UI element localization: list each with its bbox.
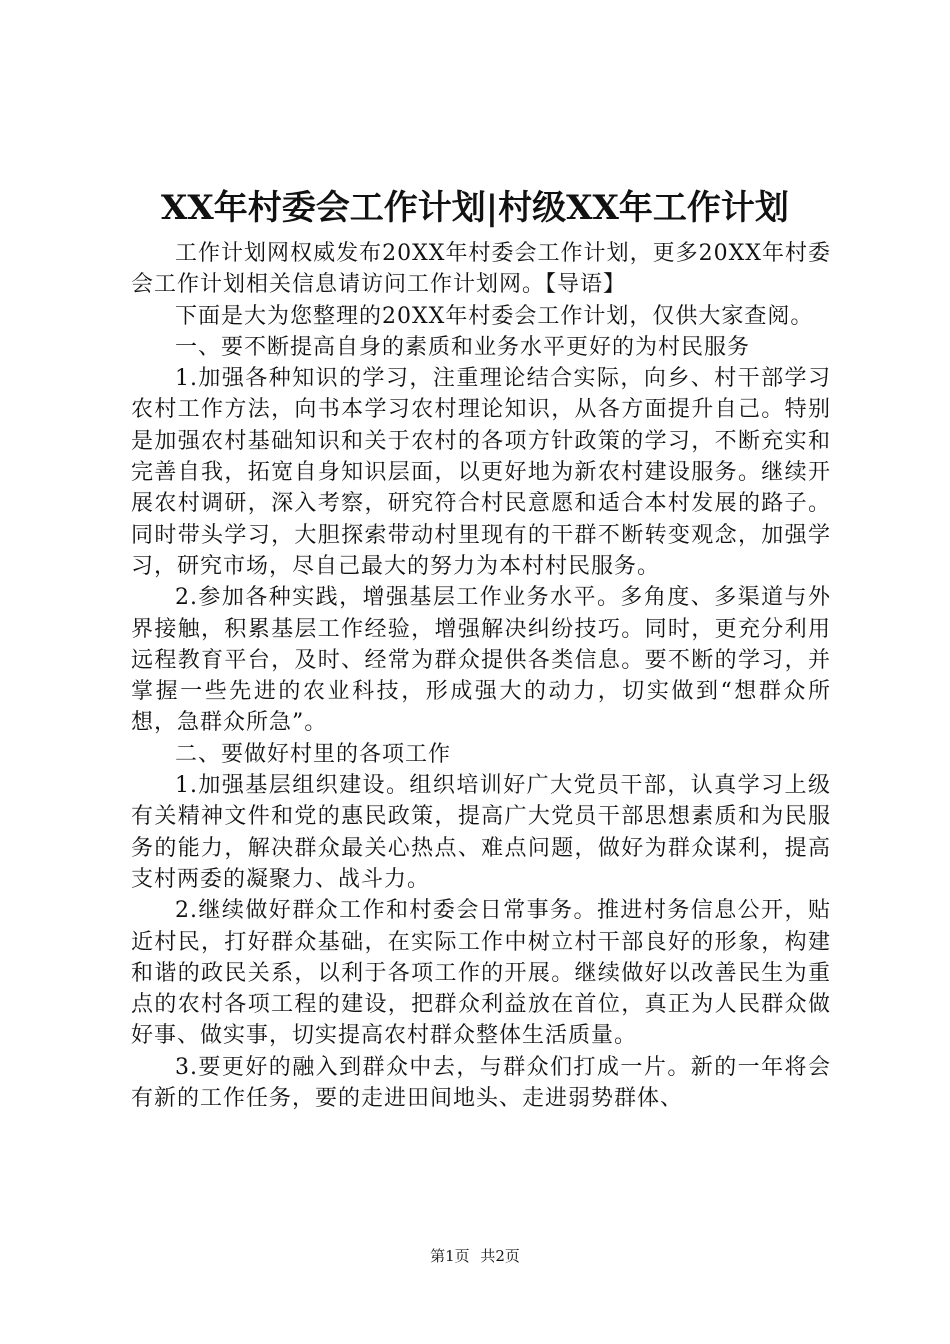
page-total: 共2页 [480, 1247, 520, 1265]
document-title: XX年村委会工作计划|村级XX年工作计划 [161, 188, 789, 228]
section-1-item-1: 1.加强各种知识的学习，注重理论结合实际，向乡、村干部学习农村工作方法，向书本学习农村理论知识，从各方面提升自己。特别是加强农村基础知识和关于农村的各项方针政策的学习，不断充实和完善自我，拓宽自身知识层面，以更好地为新农村建设服务。继续开展农村调研，深入考察，研究符合村民意愿和适合本村发展的路子。同时带头学习，大胆探索带动村里现有的干群不断转变观念，加强学习，研究市场，尽自己最大的努力为本村村民服务。 [131, 366, 831, 579]
page-footer [0, 1246, 950, 1266]
section-1-item-2: 2.参加各种实践，增强基层工作业务水平。多角度、多渠道与外界接触，积累基层工作经验，增强解决纠纷技巧。同时，更充分利用远程教育平台，及时、经常为群众提供各类信息。要不断的学习，并掌握一些先进的农业科技，形成强大的动力，切实做到“想群众所想，急群众所急”。 [131, 585, 831, 736]
section-2-item-2: 2.继续做好群众工作和村委会日常事务。推进村务信息公开，贴近村民，打好群众基础，在实际工作中树立村干部良好的形象，构建和谐的政民关系，以利于各项工作的开展。继续做好以改善民生为重点的农村各项工程的建设，把群众利益放在首位，真正为人民群众做好事、做实事，切实提高农村群众整体生活质量。 [131, 898, 831, 1049]
page-number: 第1页 [430, 1247, 470, 1265]
section-heading-2: 二、要做好村里的各项工作 [175, 741, 452, 767]
intro-paragraph: 工作计划网权威发布20XX年村委会工作计划，更多20XX年村委会工作计划相关信息请访问工作计划网。【导语】 [131, 241, 831, 298]
section-heading-1: 一、要不断提高自身的素质和业务水平更好的为村民服务 [175, 334, 751, 360]
lead-paragraph: 下面是大为您整理的20XX年村委会工作计划，仅供大家查阅。 [175, 303, 814, 329]
section-2-item-3: 3.要更好的融入到群众中去，与群众们打成一片。新的一年将会有新的工作任务，要的走进田间地头、走进弱势群体、 [131, 1054, 831, 1112]
section-2-item-1: 1.加强基层组织建设。组织培训好广大党员干部，认真学习上级有关精神文件和党的惠民政策，提高广大党员干部思想素质和为民服务的能力，解决群众最关心热点、难点问题，做好为群众谋利，提高支村两委的凝聚力、战斗力。 [131, 773, 831, 892]
document-body [131, 238, 831, 1114]
